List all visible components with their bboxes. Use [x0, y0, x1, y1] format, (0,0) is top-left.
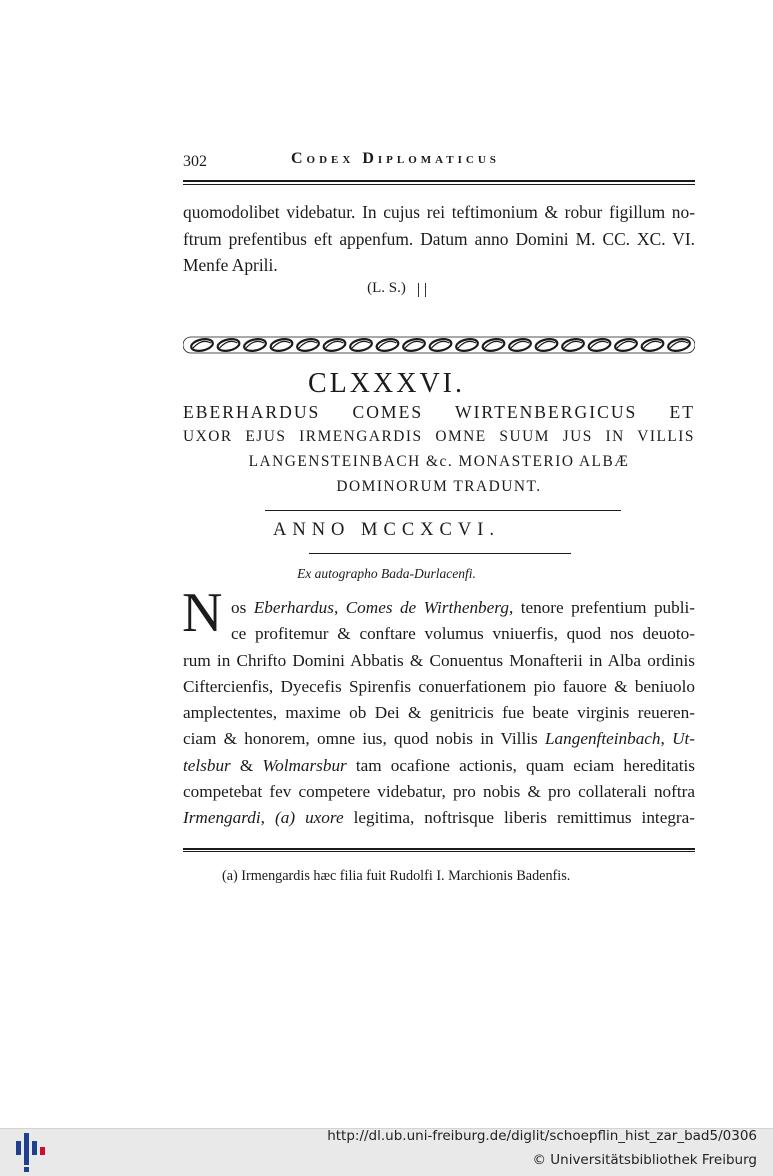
ornament-link	[429, 337, 453, 352]
text-line: rum in Chrifto Domini Abbatis & Conuentus Monafterii in Alba ordinis	[183, 650, 695, 670]
person-title: Comes de Wirthenberg	[345, 598, 509, 617]
ornament-link	[402, 337, 426, 352]
place-name: Ut-	[672, 729, 696, 749]
ornament-link	[349, 337, 373, 352]
charter-text	[183, 595, 695, 832]
text-line: Irmengardi, (a) uxore legitima, noftrisque liberis remittimus integra-	[183, 808, 696, 828]
text-line: ciam & honorem, omne ius, quod nobis in Villis Langenfteinbach, Ut-	[183, 729, 696, 749]
ornament-link	[270, 337, 294, 352]
ornament-link	[243, 337, 267, 352]
charter-source: Ex autographo Bada-Durlacenfi.	[297, 566, 476, 581]
ornament-link	[190, 337, 214, 352]
text-line: amplectentes, maxime ob Dei & genitricis fue beate virginis reueren-	[183, 703, 695, 723]
year-rule	[309, 553, 571, 554]
ornament-link	[588, 337, 612, 352]
person-name: Eberhardus	[253, 598, 334, 617]
ornament-link	[217, 337, 241, 352]
drop-cap: N	[182, 582, 223, 644]
ornament-link	[535, 337, 559, 352]
ornament-link	[296, 337, 320, 352]
charter-title-line: DOMINORUM TRADUNT.	[336, 478, 542, 495]
intro-line: Menfe Aprili.	[183, 255, 278, 276]
charter-title-line: UXOR EJUS IRMENGARDIS OMNE SUUM JUS IN VILLIS	[183, 428, 695, 445]
text-line: competebat fev competere videbatur, pro nobis & pro collaterali noftra	[183, 782, 695, 802]
charter-number: CLXXXVI.	[308, 368, 465, 399]
permalink-link[interactable]: http://dl.ub.uni-freiburg.de/diglit/schoepflin_hist_zar_bad5/0306	[327, 1128, 757, 1144]
seal-mark: (L. S.)	[367, 280, 406, 296]
running-header	[183, 150, 695, 178]
person-name: Irmengardi	[183, 808, 261, 828]
intro-line: ftrum prefentibus eft appenfum. Datum anno Domini M. CC. XC. VI.	[183, 228, 695, 249]
header-rule	[183, 180, 695, 185]
ornament-link	[376, 337, 400, 352]
text-line: ce profitemur & conftare volumus vniuerfis, quod nos deuoto-	[231, 624, 695, 644]
ornament-link	[614, 337, 638, 352]
charter-year: ANNO MCCXCVI.	[272, 520, 501, 540]
ornament-link	[455, 337, 479, 352]
place-name: Langenfteinbach	[544, 729, 661, 749]
footnote-rule	[183, 848, 695, 852]
text-line: Ciftercienfis, Dyecefis Spirenfis conuerfationem pio fauore & beniuolo	[183, 676, 695, 696]
page-number: 302	[183, 153, 207, 170]
ornament-link	[561, 337, 585, 352]
intro-paragraph	[183, 199, 695, 279]
ornament-link	[508, 337, 532, 352]
charter-title-line: LANGENSTEINBACH &c. MONASTERIO ALBÆ	[248, 453, 630, 470]
library-logo-icon	[12, 1129, 52, 1173]
charter-title-line: EBERHARDUS COMES WIRTENBERGICUS ET	[183, 402, 695, 422]
ornamental-border	[183, 336, 695, 354]
ornament-link	[641, 337, 665, 352]
ornament-link	[482, 337, 506, 352]
text-line: telsbur & Wolmarsbur tam ocafione actionis, quam eciam hereditatis	[183, 755, 695, 775]
place-name: Wolmarsbur	[262, 755, 347, 775]
running-title: Codex Diplomaticus	[291, 150, 500, 167]
ornament-link	[667, 337, 691, 352]
intro-line: quomodolibet videbatur. In cujus rei teftimonium & robur figillum no-	[183, 202, 695, 222]
text-line: os Eberhardus, Comes de Wirthenberg, tenore prefentium publi-	[231, 598, 695, 617]
ornament-link	[323, 337, 347, 352]
copyright-notice: © Universitätsbibliothek Freiburg	[532, 1152, 757, 1168]
place-name: telsbur	[183, 755, 231, 775]
title-rule	[265, 510, 621, 511]
footnote: (a) Irmengardis hæc filia fuit Rudolfi I. Marchionis Badenfis.	[222, 868, 571, 884]
footnote-ref: (a) uxore	[275, 808, 344, 828]
